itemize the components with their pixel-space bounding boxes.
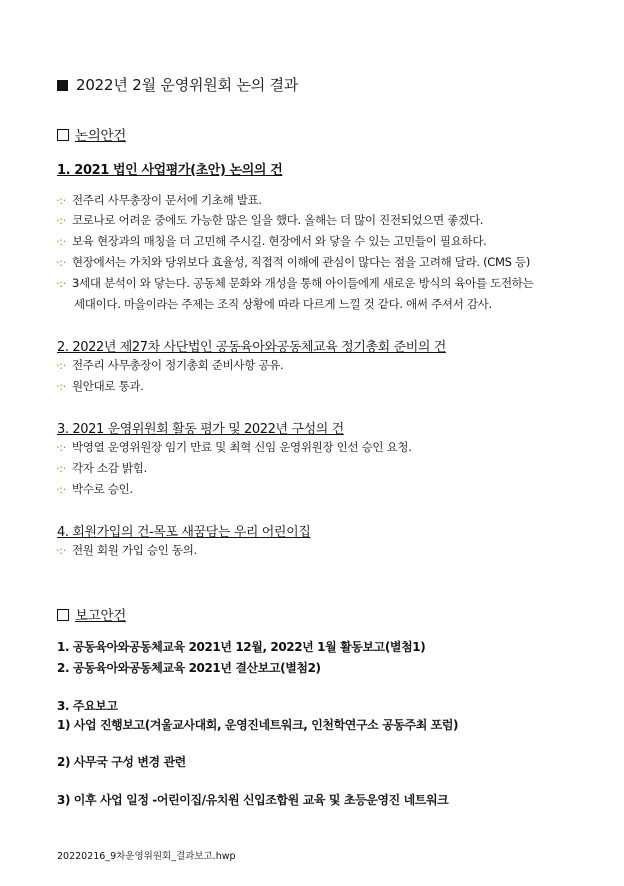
report-item: 2) 사무국 구성 변경 관련 bbox=[57, 755, 186, 769]
file-name-footer: 20220216_9차운영위원회_결과보고.hwp bbox=[57, 851, 236, 862]
report-item: 3. 주요보고 bbox=[57, 699, 118, 713]
bullet-marker-icon: ·:· bbox=[56, 359, 66, 372]
document-title: 2022년 2월 운영위원회 논의 결과 bbox=[57, 74, 298, 95]
bullet-continuation: 세대이다. 마을이라는 주제는 조직 상황에 따라 다르게 느낄 것 같다. 애써 주셔서 감사. bbox=[74, 297, 492, 311]
bullet-marker-icon: ·:· bbox=[56, 462, 66, 475]
discussion-section-header: 논의안건 bbox=[57, 124, 126, 144]
agenda-heading-3: 3. 2021 운영위원회 활동 평가 및 2022년 구성의 건 bbox=[57, 422, 344, 437]
bullet-marker-icon: ·:· bbox=[56, 235, 66, 248]
bullet-marker-icon: ·:· bbox=[56, 277, 66, 290]
bullet-item: ·:· 코로나로 어려운 중에도 가능한 많은 일을 했다. 올해는 더 많이 진전되었으면 좋겠다. bbox=[56, 213, 484, 227]
bullet-item: ·:· 전주리 사무총장이 정기총회 준비사항 공유. bbox=[56, 358, 284, 372]
agenda-heading-4: 4. 회원가입의 건-목포 새꿈담는 우리 어린이집 bbox=[57, 525, 311, 540]
report-item: 2. 공동육아와공동체교육 2021년 결산보고(별첨2) bbox=[57, 661, 321, 675]
bullet-marker-icon: ·:· bbox=[56, 256, 66, 269]
bullet-marker-icon: ·:· bbox=[56, 214, 66, 227]
bullet-marker-icon: ·:· bbox=[56, 441, 66, 454]
bullet-item: ·:· 각자 소감 밝힘. bbox=[56, 461, 147, 475]
black-square-icon bbox=[57, 80, 68, 91]
bullet-marker-icon: ·:· bbox=[56, 544, 66, 557]
agenda-heading-1: 1. 2021 법인 사업평가(초안) 논의의 건 bbox=[57, 163, 283, 178]
checkbox-square-icon bbox=[57, 129, 69, 141]
bullet-item: ·:· 보육 현장과의 매칭을 더 고민해 주시길. 현장에서 와 닿을 수 있는 고민들이 필요하다. bbox=[56, 234, 487, 248]
report-item: 1. 공동육아와공동체교육 2021년 12월, 2022년 1월 활동보고(별첨1) bbox=[57, 640, 426, 654]
bullet-marker-icon: ·:· bbox=[56, 483, 66, 496]
agenda-heading-2: 2. 2022년 제27차 사단법인 공동육아와공동체교육 정기총회 준비의 건 bbox=[57, 340, 446, 355]
checkbox-square-icon bbox=[57, 609, 69, 621]
bullet-item: ·:· 전원 회원 가입 승인 동의. bbox=[56, 543, 197, 557]
bullet-marker-icon: ·:· bbox=[56, 380, 66, 393]
bullet-item: ·:· 박영열 운영위원장 임기 만료 및 최혁 신임 운영위원장 인선 승인 요청. bbox=[56, 440, 412, 454]
bullet-item: ·:· 현장에서는 가치와 당위보다 효율성, 직접적 이해에 관심이 많다는 점을 고려해 달라. (CMS 등) bbox=[56, 255, 531, 269]
bullet-item: ·:· 원안대로 통과. bbox=[56, 379, 144, 393]
report-section-header: 보고안건 bbox=[57, 604, 126, 624]
bullet-marker-icon: ·:· bbox=[56, 194, 66, 207]
bullet-item: ·:· 박수로 승인. bbox=[56, 482, 133, 496]
report-item: 3) 이후 사업 일정 -어린이집/유치원 신입조합원 교육 및 초등운영진 네트워크 bbox=[57, 793, 449, 807]
bullet-item: ·:· 3세대 분석이 와 닿는다. 공동체 문화와 개성을 통해 아이들에게 새로운 방식의 육아를 도전하는 bbox=[56, 276, 534, 290]
bullet-item: ·:· 전주리 사무총장이 문서에 기초해 발표. bbox=[56, 193, 262, 207]
report-item: 1) 사업 진행보고(겨울교사대회, 운영진네트워크, 인천학연구소 공동주최 포럼) bbox=[57, 718, 459, 732]
